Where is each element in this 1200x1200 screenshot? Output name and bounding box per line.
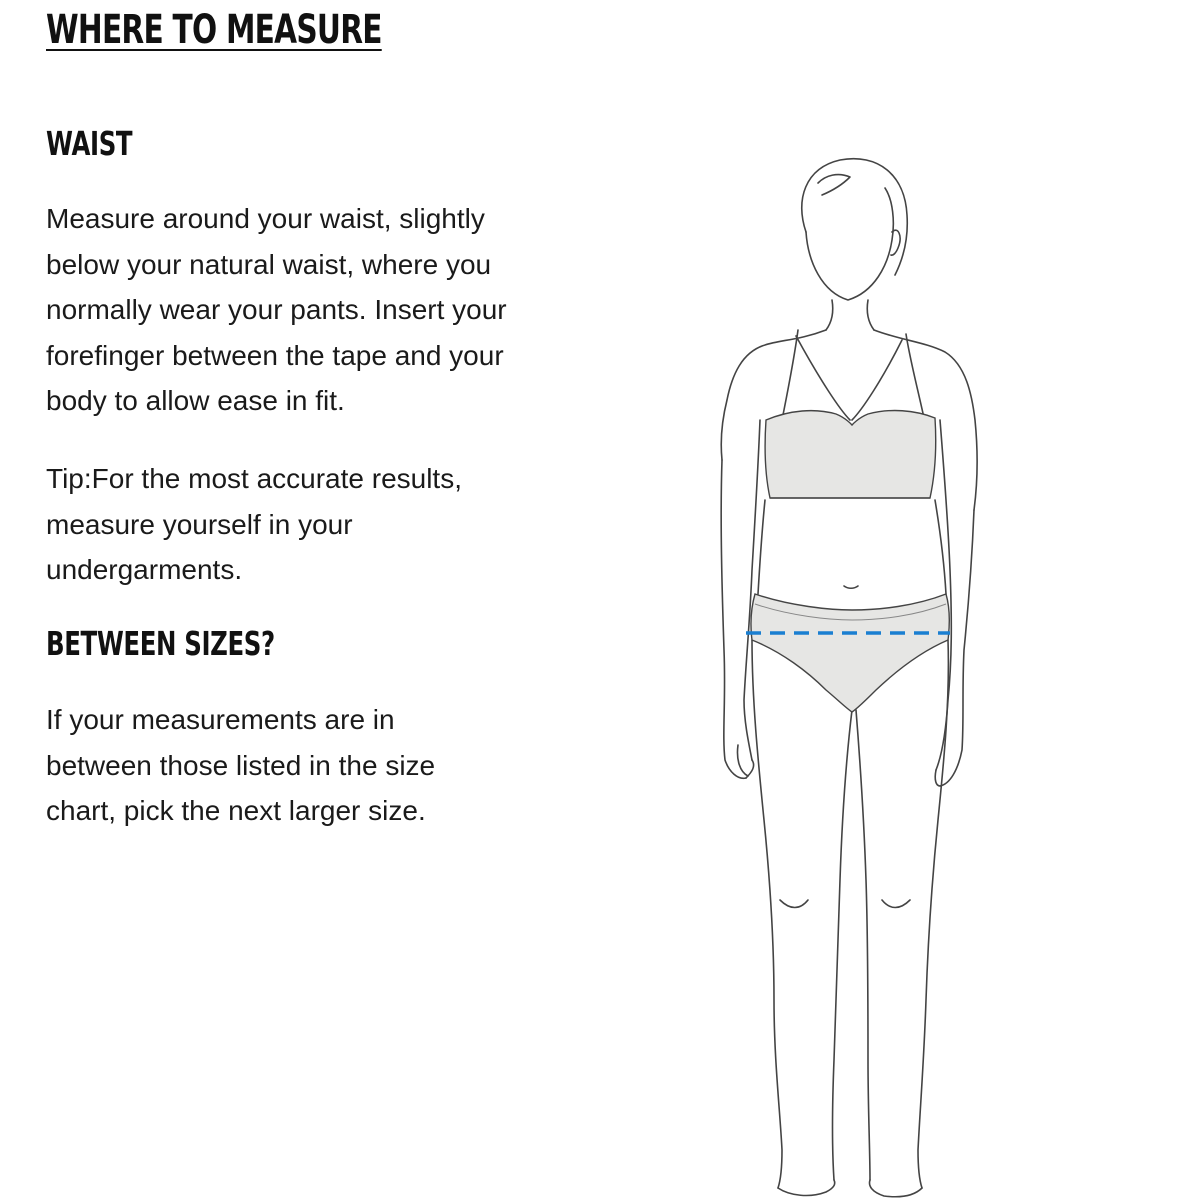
- right-strap-inner: [852, 340, 902, 420]
- right-leg-inner: [856, 710, 870, 1180]
- hair-outline: [802, 159, 908, 275]
- left-waist: [758, 500, 765, 594]
- left-strap: [782, 330, 798, 420]
- right-foot: [870, 1180, 922, 1197]
- left-fingers: [737, 745, 748, 776]
- right-hand: [935, 770, 940, 786]
- neck-left: [826, 300, 833, 330]
- right-strap: [906, 334, 924, 418]
- bra-garment: [765, 411, 936, 498]
- waist-instructions: Measure around your waist, slightly below your natural waist, where you normally wear your pants. Insert your forefinger between the tape and your body to allow ease in fit.: [46, 203, 507, 416]
- neck-right: [867, 300, 874, 330]
- waist-heading: WAIST: [46, 124, 133, 163]
- between-sizes-text: If your measurements are in between those listed in the size chart, pick the next larger size.: [46, 704, 436, 826]
- left-knee: [780, 900, 808, 908]
- left-strap-inner: [796, 336, 850, 420]
- hair-detail: [818, 175, 850, 195]
- right-leg-outer: [918, 640, 948, 1188]
- navel: [844, 586, 858, 588]
- body-illustration: [700, 150, 1000, 1200]
- left-arm-outer: [721, 460, 746, 778]
- left-leg-outer: [752, 640, 782, 1188]
- page-title: WHERE TO MEASURE: [46, 7, 382, 53]
- right-knee: [882, 900, 910, 908]
- female-body-measurement-illustration: [700, 150, 1000, 1200]
- left-leg-inner: [833, 710, 853, 1180]
- face-outline: [806, 188, 893, 300]
- right-waist: [935, 500, 946, 594]
- measurement-tip: Tip:For the most accurate results, measure yourself in your undergarments.: [46, 463, 462, 585]
- between-sizes-heading: BETWEEN SIZES?: [46, 624, 275, 663]
- left-foot: [778, 1180, 835, 1195]
